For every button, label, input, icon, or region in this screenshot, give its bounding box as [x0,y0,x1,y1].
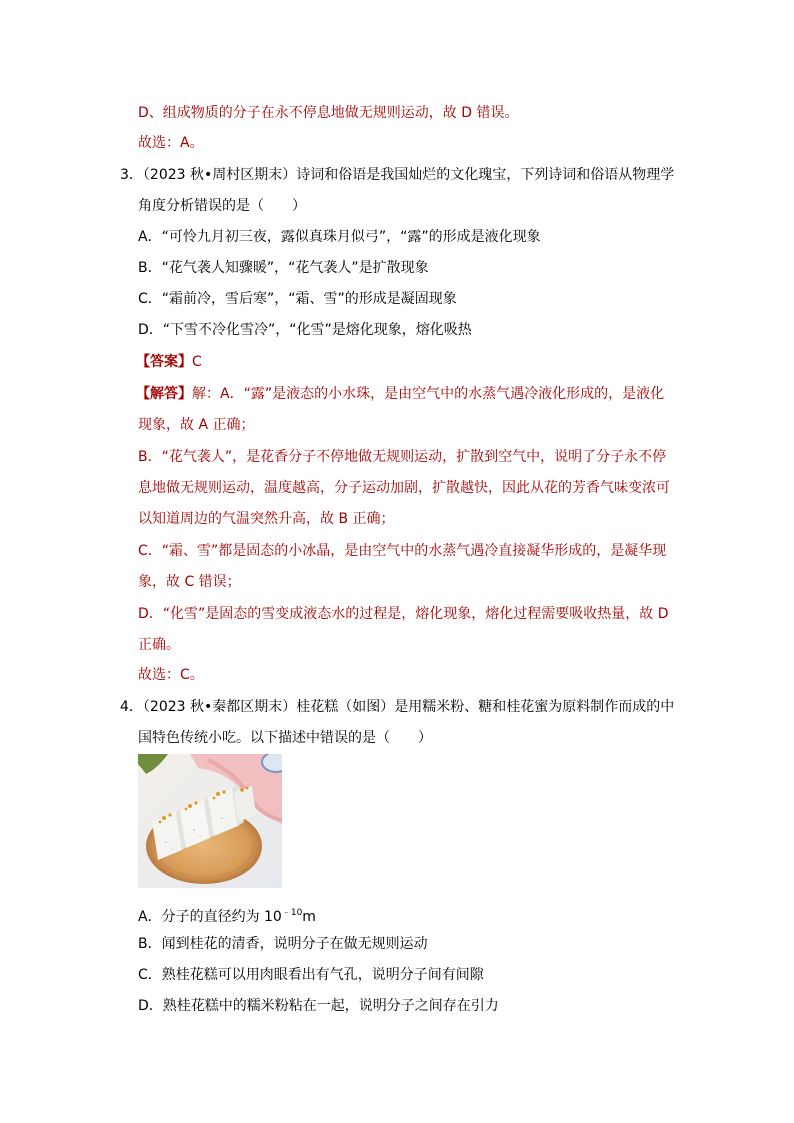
q3-solution-b-line2: 息地做无规则运动，温度越高，分子运动加剧，扩散越快，因此从花的芳香气味变浓可 [138,480,670,496]
q3-answer [136,353,202,371]
q4-option-a-text: A．分子的直径约为 10 [138,909,282,925]
answer-label: 【答案】 [136,354,192,370]
q4-option-a [138,904,316,926]
q4-stem-line1: 4．（2023 秋•秦都区期末）桂花糕（如图）是用糯米粉、糖和桂花蜜为原料制作而成的中 [120,699,675,715]
q3-stem-line2: 角度分析错误的是（ ） [138,198,306,214]
q4-option-a-unit: m [302,909,316,925]
q3-option-a: A．“可怜九月初三夜，露似真珠月似弓”，“露”的形成是液化现象 [138,229,541,245]
q3-solution-c-line1: C．“霜、雪”都是固态的小冰晶，是由空气中的水蒸气遇冷直接凝华形成的，是凝华现 [138,543,667,559]
q3-solution-b-line3: 以知道周边的气温突然升高，故 B 正确； [138,511,395,527]
q3-solution-d-line2: 正确。 [138,637,180,653]
q3-conclusion: 故选：C。 [138,667,204,683]
q3-option-c: C．“霜前冷，雪后寒”，“霜、雪”的形成是凝固现象 [138,291,457,307]
q4-option-c: C．熟桂花糕可以用肉眼看出有气孔，说明分子间有间隙 [138,967,484,983]
q3-stem-line1: 3．（2023 秋•周村区期末）诗词和俗语是我国灿烂的文化瑰宝，下列诗词和俗语从物理学 [120,167,675,183]
q3-solution-a-line1 [136,385,664,403]
osmanthus-cake-image [138,754,282,888]
q3-option-b: B．“花气袭人知骤暖”，“花气袭人”是扩散现象 [138,260,429,276]
q3-solution-a-line2: 现象，故 A 正确； [138,417,255,433]
q3-solution-b-line1: B．“花气袭人”，是花香分子不停地做无规则运动，扩散到空气中，说明了分子永不停 [138,449,667,465]
q2-option-d-analysis: D、组成物质的分子在永不停息地做无规则运动，故 D 错误。 [138,105,519,121]
q4-stem-line2: 国特色传统小吃。以下描述中错误的是（ ） [138,730,432,746]
q2-conclusion: 故选：A。 [138,135,204,151]
q4-option-b: B．闻到桂花的清香，说明分子在做无规则运动 [138,936,428,952]
q3-option-d: D．“下雪不冷化雪冷”，“化雪”是熔化现象，熔化吸热 [138,322,472,338]
solution-a-text: 解：A．“露”是液态的小水珠，是由空气中的水蒸气遇冷液化形成的，是液化 [192,386,665,402]
answer-value: C [192,354,202,370]
q4-option-d: D．熟桂花糕中的糯米粉粘在一起，说明分子之间存在引力 [138,998,499,1014]
q3-solution-c-line2: 象，故 C 错误； [138,574,241,590]
q3-solution-d-line1: D．“化雪”是固态的雪变成液态水的过程是，熔化现象，熔化过程需要吸收热量，故 D [138,606,669,622]
q4-option-a-exponent: ﹣10 [281,908,303,918]
solution-label: 【解答】 [136,386,192,402]
